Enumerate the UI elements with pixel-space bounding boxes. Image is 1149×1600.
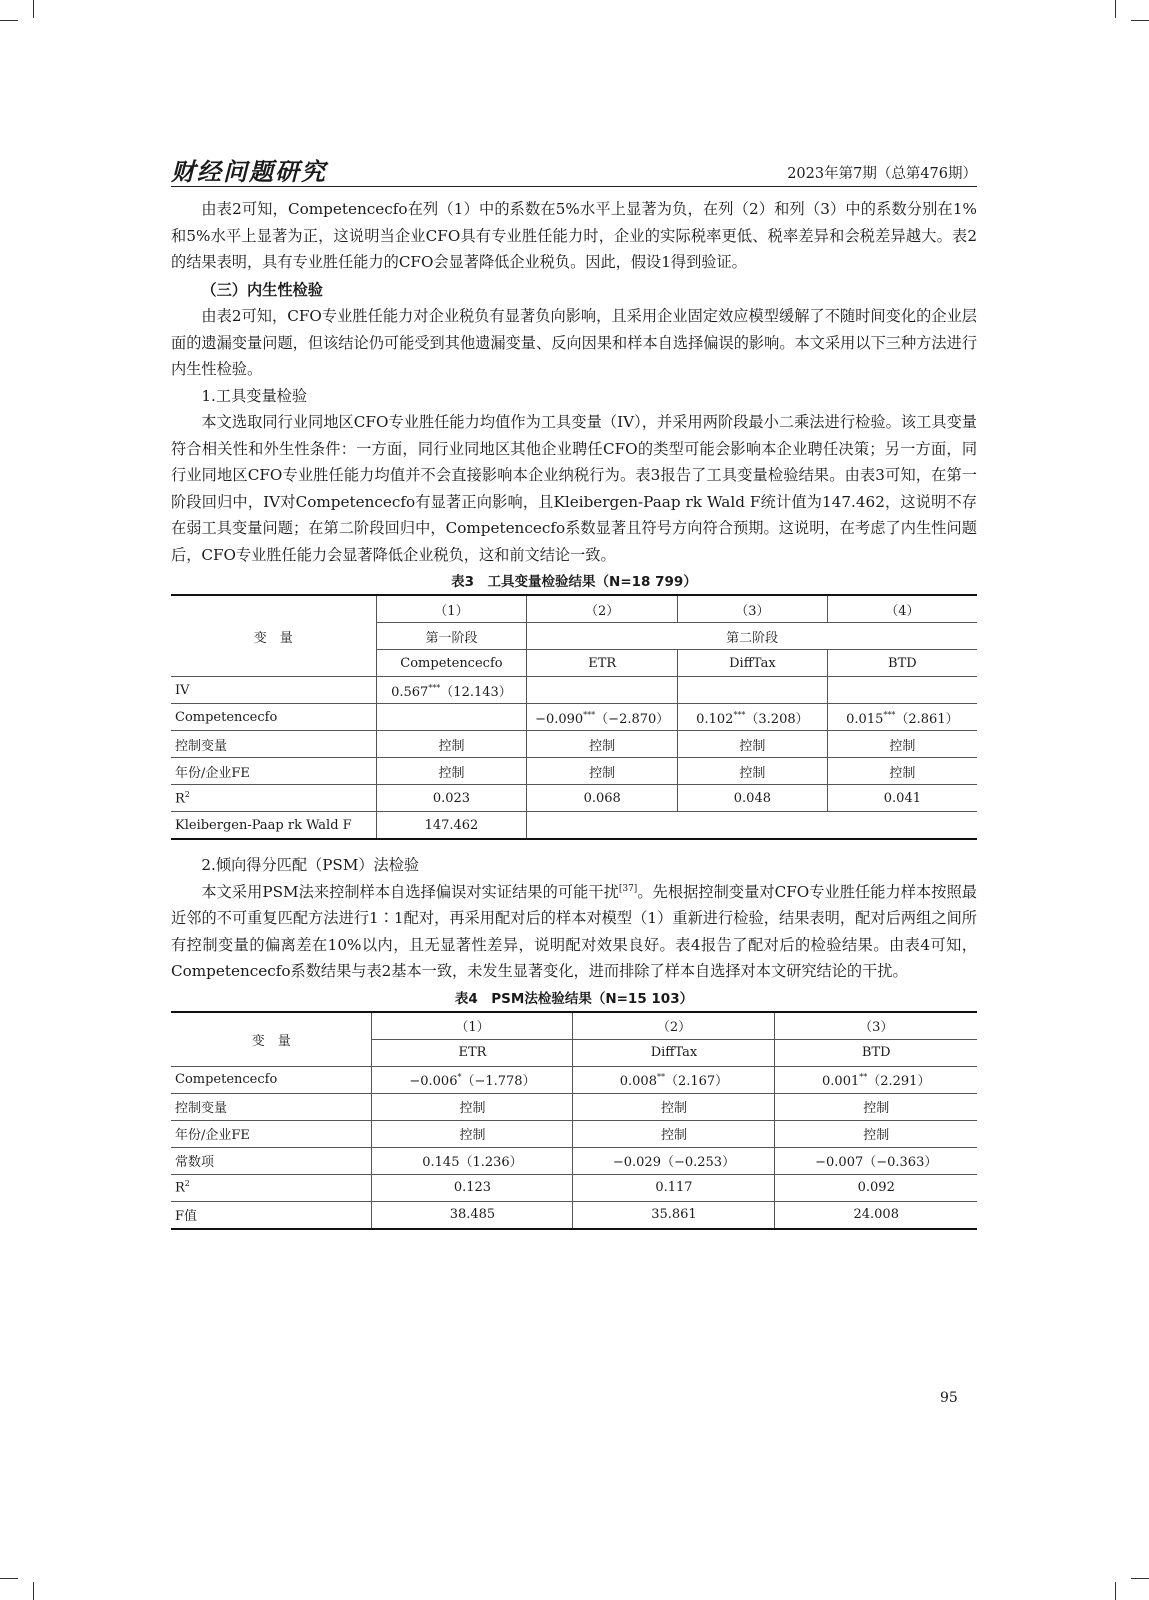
table-row: [171, 812, 977, 840]
crop-mark: [33, 1582, 34, 1600]
table-row: [171, 704, 977, 731]
dependent-variable: BTD: [827, 650, 977, 677]
table-cell: 147.462: [376, 812, 527, 840]
paragraph: 由表2可知，Competencecfo在列（1）中的系数在5%水平上显著为负，在列（2）和列（3）中的系数分别在1%和5%水平上显著为正，这说明当企业CFO具有专业胜任能力时，企业的实际税率更低、税率差异和会税差异越大。表2的结果表明，具有专业胜任能力的CFO会显著降低企业税负。因此，假设1得到验证。: [171, 200, 977, 271]
column-number: （1）: [376, 595, 527, 623]
crop-mark: [33, 0, 34, 18]
dependent-variable: Competencecfo: [376, 650, 527, 677]
table-cell: 0.008**（2.167）: [573, 1066, 775, 1093]
table-row: [171, 1093, 977, 1120]
running-header: [171, 158, 977, 187]
table-cell: −0.007（−0.363）: [775, 1147, 977, 1174]
row-label: Competencecfo: [171, 704, 376, 731]
section-heading: （三）内生性检验: [201, 280, 323, 299]
variable-header: 变 量: [171, 595, 376, 677]
table-cell: 0.001**（2.291）: [775, 1066, 977, 1093]
crop-mark: [1131, 1578, 1149, 1579]
body-content: [171, 196, 977, 1230]
table-cell: 0.123: [372, 1174, 573, 1201]
table-cell: 控制: [372, 1093, 573, 1120]
row-label: 年份/企业FE: [171, 1120, 372, 1147]
table-3: [171, 594, 977, 840]
table-row: [171, 731, 977, 758]
table-cell: 0.117: [573, 1174, 775, 1201]
table-cell: 控制: [775, 1120, 977, 1147]
row-label: 年份/企业FE: [171, 758, 376, 785]
column-number: （3）: [775, 1012, 977, 1040]
row-label: 常数项: [171, 1147, 372, 1174]
column-number: （2）: [527, 595, 678, 623]
stage-label: 第二阶段: [527, 623, 977, 650]
table-cell: −0.029（−0.253）: [573, 1147, 775, 1174]
table-cell: 35.861: [573, 1201, 775, 1229]
table-cell: 控制: [376, 758, 527, 785]
table-cell: [527, 677, 678, 704]
table-cell: 控制: [775, 1093, 977, 1120]
issue-info: 2023年第7期（总第476期）: [787, 166, 977, 182]
table-caption: 表4 PSM法检验结果（N=15 103）: [454, 990, 694, 1007]
stage-label: 第一阶段: [376, 623, 527, 650]
row-label: $R^2$: [171, 1174, 372, 1201]
row-label: F值: [171, 1201, 372, 1229]
table-cell: 控制: [527, 731, 678, 758]
table-row: [171, 1174, 977, 1201]
dependent-variable: BTD: [775, 1039, 977, 1066]
row-label: Competencecfo: [171, 1066, 372, 1093]
table-row: [171, 1066, 977, 1093]
variable-header: 变 量: [171, 1012, 372, 1067]
table-row: [171, 1147, 977, 1174]
citation: [37]: [618, 883, 638, 894]
table-cell: [376, 704, 527, 731]
table-row: [171, 677, 977, 704]
crop-mark: [0, 1578, 18, 1579]
crop-mark: [0, 20, 18, 21]
table-cell: 0.041: [827, 785, 977, 812]
table-cell: −0.006*（−1.778）: [372, 1066, 573, 1093]
table-cell: 38.485: [372, 1201, 573, 1229]
column-number: （4）: [827, 595, 977, 623]
row-label: IV: [171, 677, 376, 704]
table-cell: 控制: [376, 731, 527, 758]
table-cell: 0.567***（12.143）: [376, 677, 527, 704]
row-label: 控制变量: [171, 1093, 372, 1120]
table-cell: 控制: [527, 758, 678, 785]
subsection-heading: 1.工具变量检验: [201, 386, 308, 405]
table-cell: 控制: [573, 1120, 775, 1147]
journal-logo: 财经问题研究: [171, 157, 327, 186]
table-cell: [527, 812, 977, 840]
column-number: （3）: [678, 595, 828, 623]
table-cell: 0.092: [775, 1174, 977, 1201]
table-cell: 控制: [827, 731, 977, 758]
table-cell: [827, 677, 977, 704]
table-cell: 控制: [573, 1093, 775, 1120]
paragraph: 本文采用PSM法来控制样本自选择偏误对实证结果的可能干扰[37]。先根据控制变量对CFO专业胜任能力样本按照最近邻的不可重复匹配方法进行1∶1配对，再采用配对后的样本对模型（1）重新进行检验，结果表明，配对后两组之间所有控制变量的偏离差在10%以内，且无显著性差异，说明配对效果良好。表4报告了配对后的检验结果。由表4可知，Competencecfo系数结果与表2基本一致，未发生显著变化，进而排除了样本自选择对本文研究结论的干扰。: [171, 882, 977, 980]
table-row: [171, 1201, 977, 1229]
table-cell: 24.008: [775, 1201, 977, 1229]
paragraph: 由表2可知，CFO专业胜任能力对企业税负有显著负向影响，且采用企业固定效应模型缓解了不随时间变化的企业层面的遗漏变量问题，但该结论仍可能受到其他遗漏变量、反向因果和样本自选择偏误的影响。本文采用以下三种方法进行内生性检验。: [171, 307, 977, 378]
table-cell: 0.068: [527, 785, 678, 812]
table-row: [171, 1120, 977, 1147]
table-cell: 0.023: [376, 785, 527, 812]
row-label: Kleibergen-Paap rk Wald F: [171, 812, 376, 840]
table-caption: 表3 工具变量检验结果（N=18 799）: [451, 574, 697, 590]
table-cell: 0.145（1.236）: [372, 1147, 573, 1174]
row-label: $R^2$: [171, 785, 376, 812]
table-cell: 控制: [678, 758, 828, 785]
crop-mark: [1115, 1582, 1116, 1600]
table-row: [171, 785, 977, 812]
row-label: 控制变量: [171, 731, 376, 758]
table-4: [171, 1011, 977, 1230]
column-number: （1）: [372, 1012, 573, 1040]
dependent-variable: ETR: [527, 650, 678, 677]
dependent-variable: DiffTax: [573, 1039, 775, 1066]
table-cell: 控制: [827, 758, 977, 785]
table-cell: 控制: [372, 1120, 573, 1147]
table-cell: 0.102***（3.208）: [678, 704, 828, 731]
table-cell: 0.048: [678, 785, 828, 812]
table-cell: 控制: [678, 731, 828, 758]
dependent-variable: ETR: [372, 1039, 573, 1066]
paragraph: 本文选取同行业同地区CFO专业胜任能力均值作为工具变量（IV），并采用两阶段最小二乘法进行检验。该工具变量符合相关性和外生性条件：一方面，同行业同地区其他企业聘任CFO的类型可能会影响本企业聘任决策；另一方面，同行业同地区CFO专业胜任能力均值并不会直接影响本企业纳税行为。表3报告了工具变量检验结果。由表3可知，在第一阶段回归中，IV对Competencecfo有显著正向影响，且Kleibergen-Paap rk Wald F统计值为147.462，这说明不存在弱工具变量问题；在第二阶段回归中，Competencecfo系数显著且符号方向符合预期。这说明，在考虑了内生性问题后，CFO专业胜任能力会显著降低企业税负，这和前文结论一致。: [171, 413, 977, 564]
column-number: （2）: [573, 1012, 775, 1040]
table-cell: 0.015***（2.861）: [827, 704, 977, 731]
table-row: [171, 758, 977, 785]
crop-mark: [1115, 0, 1116, 18]
table-cell: [678, 677, 828, 704]
page-number: 95: [940, 1390, 958, 1406]
subsection-heading: 2.倾向得分匹配（PSM）法检验: [201, 856, 420, 874]
table-cell: −0.090***（−2.870）: [527, 704, 678, 731]
dependent-variable: DiffTax: [678, 650, 828, 677]
crop-mark: [1131, 20, 1149, 21]
